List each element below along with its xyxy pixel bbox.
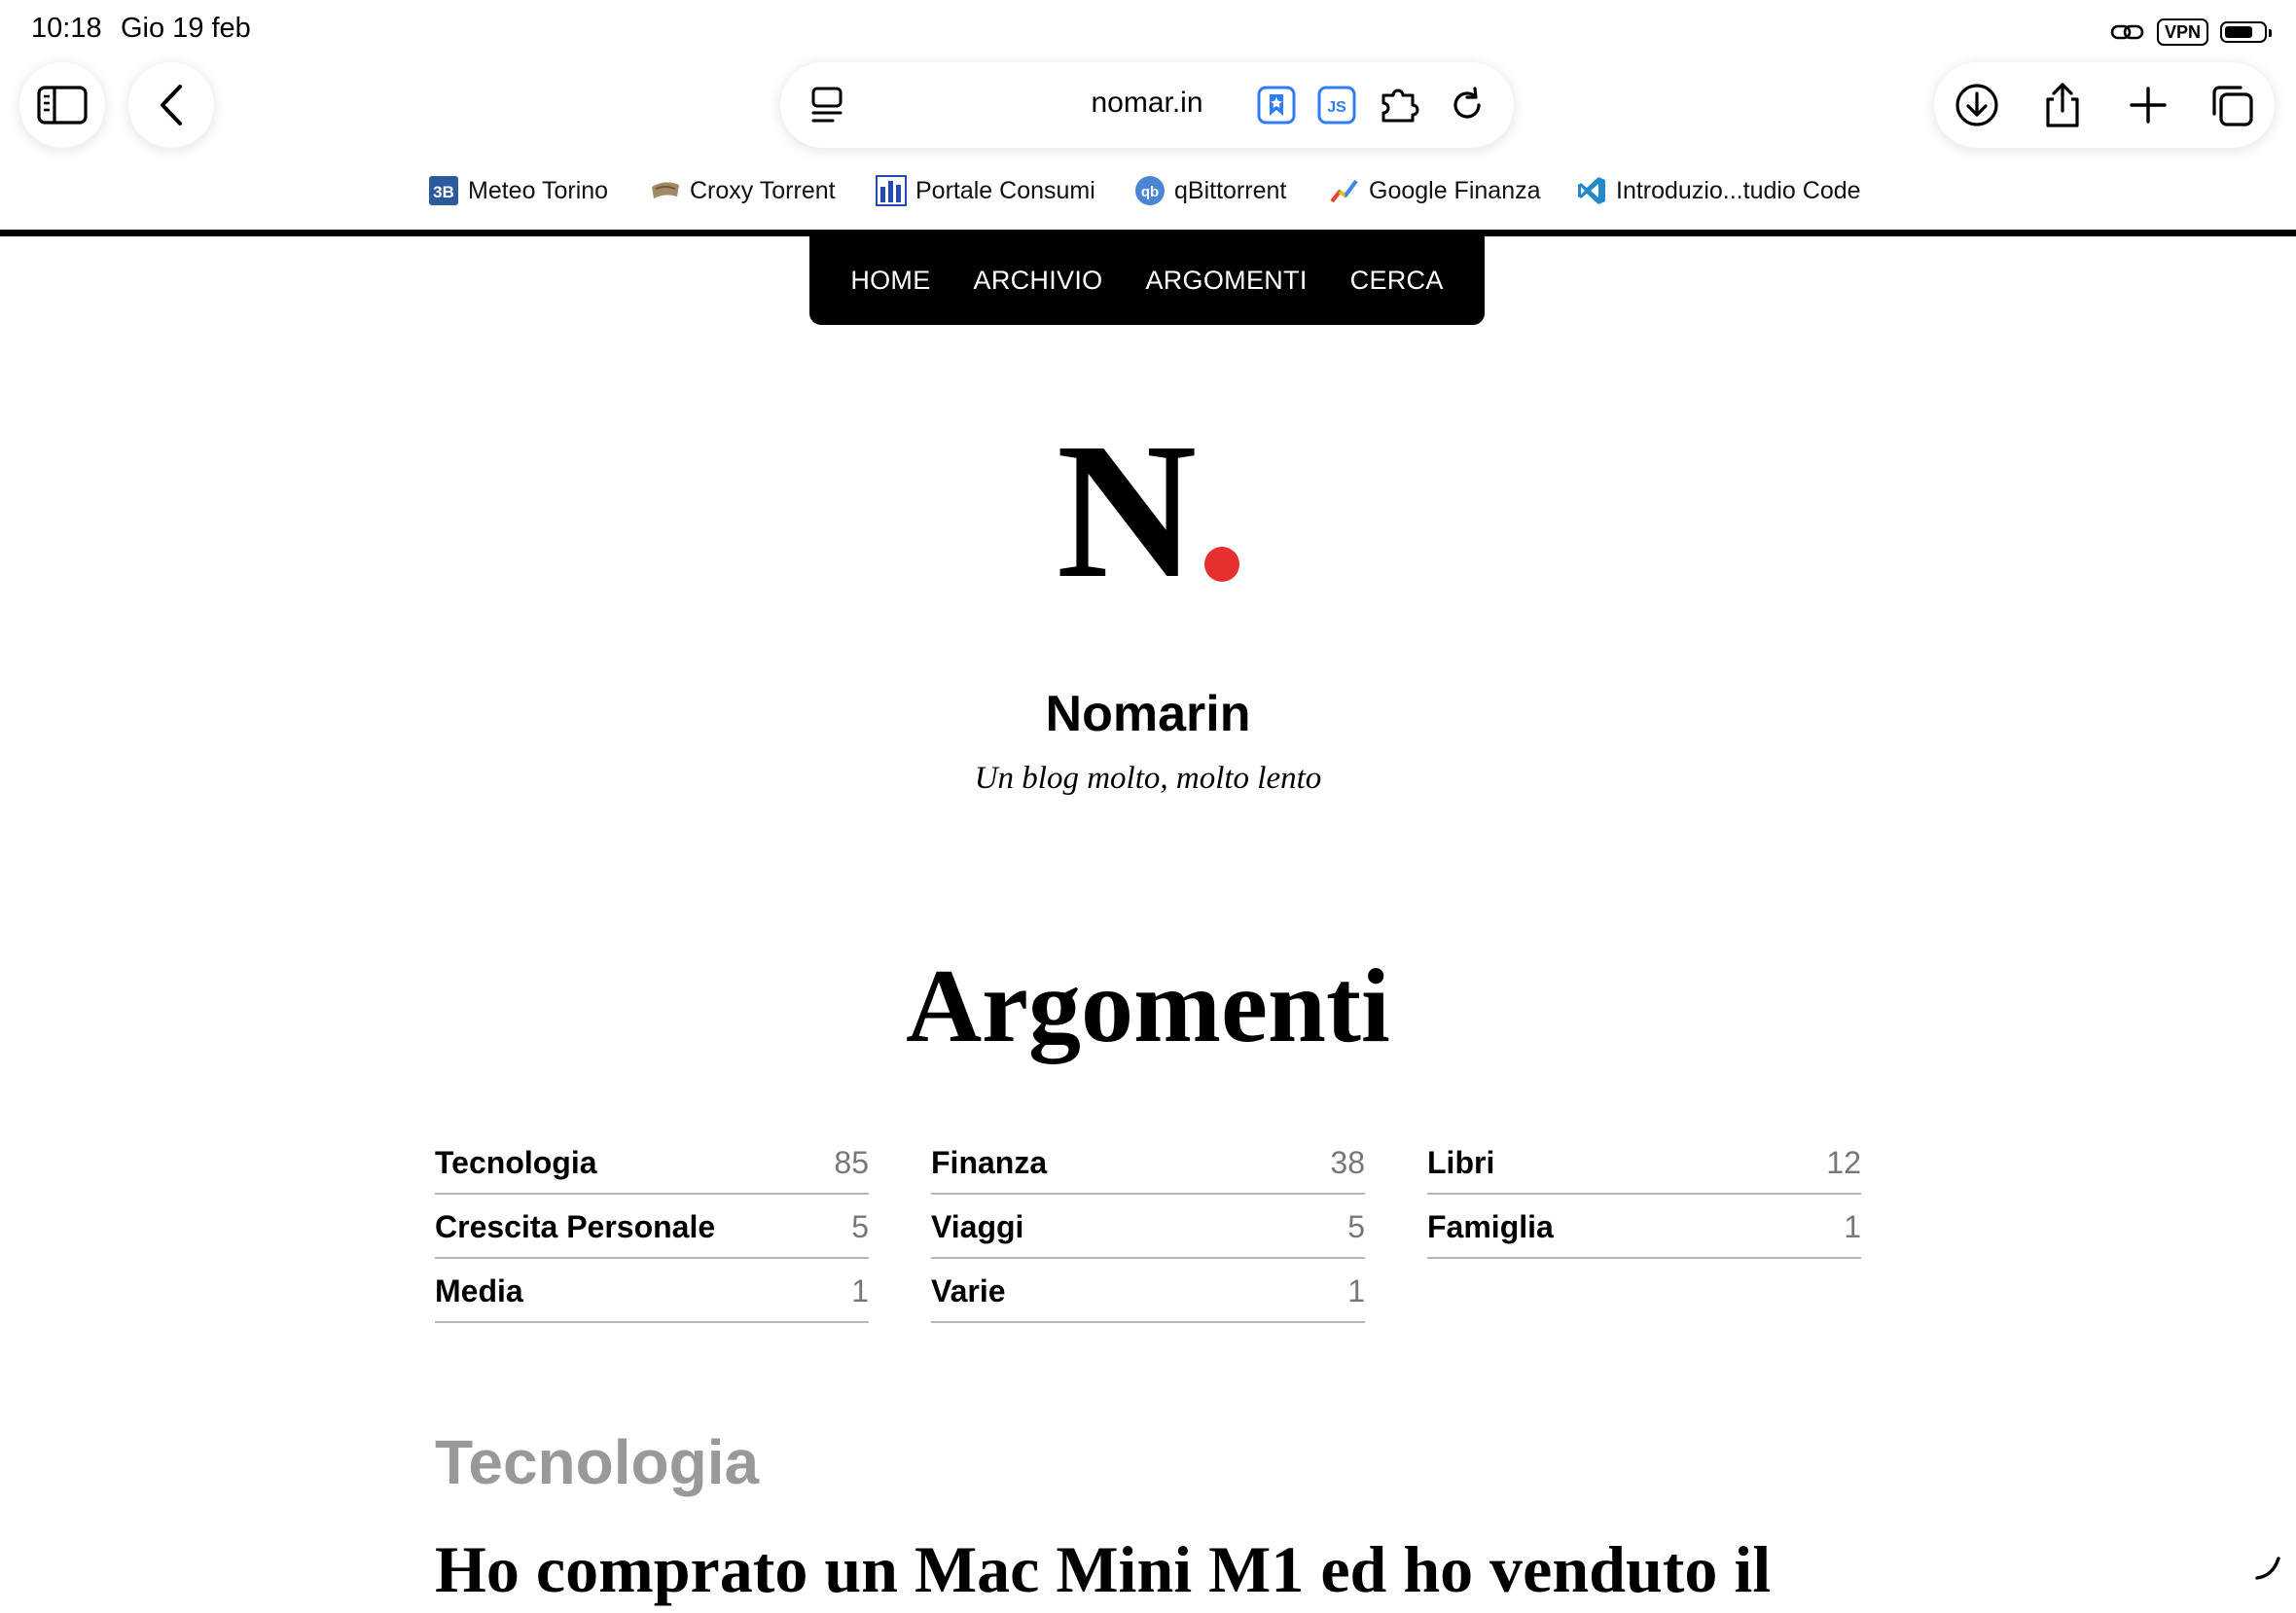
- address-bar[interactable]: [780, 62, 1514, 148]
- status-time: 10:18: [31, 13, 102, 44]
- topic-name: Libri: [1427, 1144, 1495, 1180]
- nav-home[interactable]: HOME: [850, 265, 931, 295]
- bookmark-portale-consumi[interactable]: [876, 171, 1095, 210]
- article-title-link[interactable]: Ho comprato un Mac Mini M1 ed ho venduto il: [435, 1532, 1772, 1606]
- topic-count: 5: [851, 1208, 869, 1244]
- topic-count: 1: [1844, 1208, 1861, 1244]
- nav-cerca[interactable]: CERCA: [1349, 265, 1444, 295]
- bookmark-qbittorrent[interactable]: [1134, 171, 1286, 210]
- site-tagline: Un blog molto, molto lento: [974, 761, 1322, 796]
- topic-count: 1: [1347, 1272, 1365, 1308]
- bookmark-label: Croxy Torrent: [690, 176, 836, 204]
- topic-count: 85: [834, 1144, 869, 1180]
- bookmarks-bar: [0, 171, 2296, 210]
- status-indicators: [2110, 16, 2267, 49]
- extensions-puzzle-icon[interactable]: [1380, 84, 1422, 126]
- topic-finanza[interactable]: [931, 1132, 1365, 1195]
- bookmark-meteo-torino[interactable]: [428, 171, 608, 210]
- link-icon: [2110, 21, 2145, 43]
- tabs-overview-button[interactable]: [2208, 82, 2255, 128]
- topic-viaggi[interactable]: [931, 1197, 1365, 1259]
- topic-varie[interactable]: [931, 1261, 1365, 1323]
- site-logo[interactable]: [0, 404, 2296, 619]
- croxy-torrent-favicon: [650, 175, 681, 206]
- share-icon: [2041, 82, 2084, 128]
- resize-handle-icon[interactable]: [2253, 1553, 2282, 1582]
- tabs-icon: [2208, 82, 2255, 128]
- toolbar-actions: [1934, 62, 2275, 148]
- bookmark-label: Introduzio...tudio Code: [1616, 176, 1861, 204]
- bookmark-extension-icon[interactable]: [1255, 84, 1298, 126]
- bookmark-label: Meteo Torino: [468, 176, 609, 204]
- plus-icon: [2129, 86, 2168, 125]
- topic-media[interactable]: [435, 1261, 869, 1323]
- reload-icon[interactable]: [1446, 84, 1489, 126]
- chevron-left-icon: [157, 84, 186, 126]
- topic-name: Tecnologia: [435, 1144, 597, 1180]
- section-heading: Tecnologia: [435, 1427, 760, 1497]
- meteo-torino-favicon: [428, 175, 459, 206]
- site-nav: [809, 235, 1485, 325]
- topic-name: Media: [435, 1272, 523, 1308]
- bookmark-croxy-torrent[interactable]: [650, 171, 836, 210]
- topics-grid: [435, 1132, 1859, 1327]
- nav-archivio[interactable]: ARCHIVIO: [973, 265, 1103, 295]
- google-finanza-favicon: [1329, 175, 1360, 206]
- url-text[interactable]: nomar.in: [1091, 87, 1203, 119]
- downloads-button[interactable]: [1954, 82, 2000, 128]
- portale-consumi-favicon: [876, 175, 907, 206]
- bookmark-label: qBittorrent: [1174, 176, 1287, 204]
- download-icon: [1954, 82, 2000, 128]
- topic-name: Famiglia: [1427, 1208, 1554, 1244]
- nav-argomenti[interactable]: ARGOMENTI: [1145, 265, 1308, 295]
- js-extension-icon[interactable]: [1315, 84, 1358, 126]
- topic-count: 1: [851, 1272, 869, 1308]
- topic-famiglia[interactable]: [1427, 1197, 1861, 1259]
- topic-name: Finanza: [931, 1144, 1048, 1180]
- sidebar-toggle-button[interactable]: [19, 62, 105, 148]
- status-bar: [0, 0, 2296, 58]
- qbittorrent-favicon: [1134, 175, 1166, 206]
- topic-tecnologia[interactable]: [435, 1132, 869, 1195]
- topic-name: Crescita Personale: [435, 1208, 716, 1244]
- bookmark-label: Google Finanza: [1369, 176, 1541, 204]
- bookmark-vscode[interactable]: [1576, 171, 1861, 210]
- sidebar-icon: [37, 86, 88, 125]
- logo-letter: N: [1056, 404, 1198, 619]
- topic-count: 38: [1330, 1144, 1365, 1180]
- status-date: Gio 19 feb: [121, 13, 251, 44]
- topic-crescita-personale[interactable]: [435, 1197, 869, 1259]
- vpn-badge: VPN: [2157, 18, 2208, 46]
- svg-text:qb: qb: [1140, 184, 1160, 200]
- topic-libri[interactable]: [1427, 1132, 1861, 1195]
- site-title[interactable]: Nomarin: [1045, 686, 1251, 742]
- share-button[interactable]: [2039, 82, 2086, 128]
- topic-name: Varie: [931, 1272, 1006, 1308]
- svg-text:JS: JS: [1327, 99, 1346, 116]
- new-tab-button[interactable]: [2125, 82, 2171, 128]
- page-title: Argomenti: [906, 949, 1390, 1064]
- vscode-favicon: [1576, 175, 1607, 206]
- back-button[interactable]: [128, 62, 214, 148]
- topic-count: 12: [1826, 1144, 1861, 1180]
- battery-icon: [2220, 21, 2267, 43]
- topic-count: 5: [1347, 1208, 1365, 1244]
- bookmark-label: Portale Consumi: [915, 176, 1095, 204]
- svg-text:3B: 3B: [433, 183, 454, 201]
- bookmark-google-finanza[interactable]: [1329, 171, 1541, 210]
- logo-dot: [1204, 547, 1239, 582]
- topic-name: Viaggi: [931, 1208, 1024, 1244]
